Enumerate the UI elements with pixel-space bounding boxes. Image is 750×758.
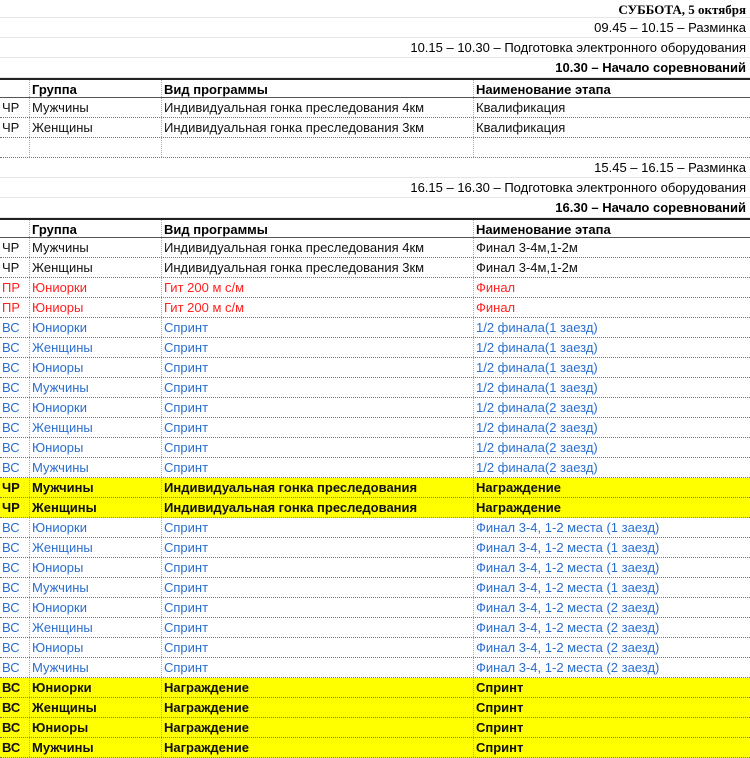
row-group: Юниоры bbox=[30, 438, 162, 457]
row-stage: Финал 3-4, 1-2 места (2 заезд) bbox=[476, 660, 660, 675]
table-row bbox=[0, 678, 750, 698]
row-stage: Спринт bbox=[476, 700, 524, 715]
info-row bbox=[0, 38, 750, 58]
row-group: Мужчины bbox=[30, 378, 162, 397]
competition-start: 16.30 – Начало соревнований bbox=[555, 200, 746, 215]
row-group: Юниорки bbox=[30, 518, 162, 537]
block1-rows bbox=[0, 98, 750, 138]
row-program: Индивидуальная гонка преследования bbox=[162, 498, 474, 517]
row-program: Индивидуальная гонка преследования 4км bbox=[162, 98, 474, 117]
row-group: Юниорки bbox=[30, 398, 162, 417]
row-stage: 1/2 финала(2 заезд) bbox=[476, 440, 598, 455]
row-type: ВС bbox=[0, 658, 30, 677]
table-row bbox=[0, 738, 750, 758]
start-row bbox=[0, 58, 750, 78]
row-stage: Финал 3-4, 1-2 места (1 заезд) bbox=[476, 560, 660, 575]
table-row bbox=[0, 358, 750, 378]
row-program: Индивидуальная гонка преследования 3км bbox=[162, 258, 474, 277]
empty-row bbox=[0, 138, 750, 158]
table-row bbox=[0, 658, 750, 678]
row-type: ПР bbox=[0, 278, 30, 297]
row-group: Юниорки bbox=[30, 598, 162, 617]
row-program: Спринт bbox=[162, 598, 474, 617]
row-program: Гит 200 м с/м bbox=[162, 278, 474, 297]
equipment-prep-time: 10.15 – 10.30 – Подготовка электронного оборудования bbox=[410, 40, 746, 55]
row-type: ВС bbox=[0, 538, 30, 557]
row-program: Награждение bbox=[162, 678, 474, 697]
row-group: Женщины bbox=[30, 498, 162, 517]
row-program: Индивидуальная гонка преследования 4км bbox=[162, 238, 474, 257]
header-type bbox=[0, 220, 30, 237]
row-group: Юниоры bbox=[30, 638, 162, 657]
row-type: ЧР bbox=[0, 258, 30, 277]
row-stage: Квалификация bbox=[476, 120, 566, 135]
row-program: Спринт bbox=[162, 558, 474, 577]
row-type: ЧР bbox=[0, 98, 30, 117]
row-group: Юниоры bbox=[30, 558, 162, 577]
row-type: ВС bbox=[0, 458, 30, 477]
row-stage: 1/2 финала(1 заезд) bbox=[476, 380, 598, 395]
row-stage: Финал 3-4, 1-2 места (1 заезд) bbox=[476, 580, 660, 595]
info-row bbox=[0, 178, 750, 198]
header-type bbox=[0, 80, 30, 97]
row-stage: Финал 3-4, 1-2 места (1 заезд) bbox=[476, 540, 660, 555]
row-type: ВС bbox=[0, 598, 30, 617]
row-stage: 1/2 финала(1 заезд) bbox=[476, 360, 598, 375]
table-row bbox=[0, 718, 750, 738]
table-row bbox=[0, 418, 750, 438]
day-title: СУББОТА, 5 октября bbox=[618, 2, 746, 17]
table-row bbox=[0, 378, 750, 398]
row-group: Женщины bbox=[30, 118, 162, 137]
row-type: ВС bbox=[0, 358, 30, 377]
row-stage: Финал 3-4, 1-2 места (1 заезд) bbox=[476, 520, 660, 535]
row-type: ВС bbox=[0, 718, 30, 737]
table-row bbox=[0, 298, 750, 318]
table-row bbox=[0, 478, 750, 498]
block2-rows bbox=[0, 238, 750, 758]
row-program: Спринт bbox=[162, 398, 474, 417]
header-group: Группа bbox=[30, 80, 162, 97]
row-type: ЧР bbox=[0, 478, 30, 497]
header-program: Вид программы bbox=[162, 220, 474, 237]
table-row bbox=[0, 238, 750, 258]
row-program: Гит 200 м с/м bbox=[162, 298, 474, 317]
warmup-time: 09.45 – 10.15 – Разминка bbox=[594, 20, 746, 35]
row-stage: Спринт bbox=[476, 680, 524, 695]
row-type: ВС bbox=[0, 318, 30, 337]
header-stage: Наименование этапа bbox=[476, 82, 611, 97]
row-stage: Финал 3-4, 1-2 места (2 заезд) bbox=[476, 600, 660, 615]
equipment-prep-time: 16.15 – 16.30 – Подготовка электронного оборудования bbox=[410, 180, 746, 195]
table-row bbox=[0, 578, 750, 598]
table-row bbox=[0, 118, 750, 138]
row-stage: 1/2 финала(1 заезд) bbox=[476, 340, 598, 355]
row-group: Мужчины bbox=[30, 738, 162, 757]
table-row bbox=[0, 538, 750, 558]
row-type: ВС bbox=[0, 398, 30, 417]
competition-start: 10.30 – Начало соревнований bbox=[555, 60, 746, 75]
day-title-row bbox=[0, 0, 750, 18]
row-stage: 1/2 финала(2 заезд) bbox=[476, 420, 598, 435]
row-type: ВС bbox=[0, 518, 30, 537]
row-group: Мужчины bbox=[30, 578, 162, 597]
row-group: Мужчины bbox=[30, 478, 162, 497]
header-stage: Наименование этапа bbox=[476, 222, 611, 237]
row-type: ВС bbox=[0, 638, 30, 657]
row-group: Юниорки bbox=[30, 678, 162, 697]
row-type: ЧР bbox=[0, 498, 30, 517]
header-group: Группа bbox=[30, 220, 162, 237]
row-group: Мужчины bbox=[30, 658, 162, 677]
row-type: ВС bbox=[0, 678, 30, 697]
table-row bbox=[0, 498, 750, 518]
row-program: Спринт bbox=[162, 538, 474, 557]
row-stage: Финал 3-4, 1-2 места (2 заезд) bbox=[476, 620, 660, 635]
table-row bbox=[0, 318, 750, 338]
row-stage: Квалификация bbox=[476, 100, 566, 115]
row-group: Женщины bbox=[30, 418, 162, 437]
row-stage: Награждение bbox=[476, 500, 561, 515]
row-type: ЧР bbox=[0, 238, 30, 257]
table-row bbox=[0, 558, 750, 578]
row-program: Индивидуальная гонка преследования bbox=[162, 478, 474, 497]
row-group: Женщины bbox=[30, 338, 162, 357]
row-group: Женщины bbox=[30, 618, 162, 637]
row-type: ВС bbox=[0, 378, 30, 397]
row-stage: Финал 3-4, 1-2 места (2 заезд) bbox=[476, 640, 660, 655]
row-group: Юниоры bbox=[30, 298, 162, 317]
row-group: Юниоры bbox=[30, 358, 162, 377]
row-program: Награждение bbox=[162, 718, 474, 737]
row-program: Спринт bbox=[162, 438, 474, 457]
row-program: Спринт bbox=[162, 338, 474, 357]
row-stage: Награждение bbox=[476, 480, 561, 495]
table-row bbox=[0, 398, 750, 418]
row-stage: Финал bbox=[476, 280, 516, 295]
row-program: Спринт bbox=[162, 418, 474, 437]
row-group: Юниорки bbox=[30, 278, 162, 297]
row-program: Спринт bbox=[162, 378, 474, 397]
row-program: Спринт bbox=[162, 638, 474, 657]
row-group: Мужчины bbox=[30, 238, 162, 257]
table-row bbox=[0, 698, 750, 718]
row-type: ВС bbox=[0, 738, 30, 757]
row-program: Спринт bbox=[162, 358, 474, 377]
row-stage: 1/2 финала(2 заезд) bbox=[476, 460, 598, 475]
row-group: Юниоры bbox=[30, 718, 162, 737]
row-program: Спринт bbox=[162, 518, 474, 537]
row-type: ВС bbox=[0, 698, 30, 717]
table-row bbox=[0, 518, 750, 538]
row-type: ВС bbox=[0, 338, 30, 357]
table-row bbox=[0, 638, 750, 658]
table-row bbox=[0, 98, 750, 118]
table-row bbox=[0, 458, 750, 478]
row-program: Спринт bbox=[162, 578, 474, 597]
row-program: Награждение bbox=[162, 738, 474, 757]
row-group: Мужчины bbox=[30, 98, 162, 117]
header-program: Вид программы bbox=[162, 80, 474, 97]
row-program: Спринт bbox=[162, 318, 474, 337]
row-type: ПР bbox=[0, 298, 30, 317]
table-row bbox=[0, 618, 750, 638]
row-group: Женщины bbox=[30, 698, 162, 717]
row-stage: Финал 3-4м,1-2м bbox=[476, 240, 578, 255]
row-type: ВС bbox=[0, 438, 30, 457]
table-row bbox=[0, 598, 750, 618]
info-row bbox=[0, 18, 750, 38]
start-row bbox=[0, 198, 750, 218]
info-row bbox=[0, 158, 750, 178]
row-type: ВС bbox=[0, 558, 30, 577]
row-type: ВС bbox=[0, 418, 30, 437]
row-program: Спринт bbox=[162, 658, 474, 677]
row-stage: 1/2 финала(1 заезд) bbox=[476, 320, 598, 335]
row-type: ВС bbox=[0, 618, 30, 637]
warmup-time: 15.45 – 16.15 – Разминка bbox=[594, 160, 746, 175]
row-program: Награждение bbox=[162, 698, 474, 717]
row-group: Женщины bbox=[30, 538, 162, 557]
table-row bbox=[0, 438, 750, 458]
row-group: Мужчины bbox=[30, 458, 162, 477]
row-type: ВС bbox=[0, 578, 30, 597]
row-stage: Спринт bbox=[476, 740, 524, 755]
table-row bbox=[0, 258, 750, 278]
row-stage: Спринт bbox=[476, 720, 524, 735]
table-row bbox=[0, 338, 750, 358]
table-header bbox=[0, 78, 750, 98]
table-row bbox=[0, 278, 750, 298]
row-type: ЧР bbox=[0, 118, 30, 137]
row-stage: 1/2 финала(2 заезд) bbox=[476, 400, 598, 415]
row-group: Юниорки bbox=[30, 318, 162, 337]
table-header bbox=[0, 218, 750, 238]
row-program: Спринт bbox=[162, 618, 474, 637]
row-group: Женщины bbox=[30, 258, 162, 277]
row-program: Спринт bbox=[162, 458, 474, 477]
row-stage: Финал bbox=[476, 300, 516, 315]
row-program: Индивидуальная гонка преследования 3км bbox=[162, 118, 474, 137]
row-stage: Финал 3-4м,1-2м bbox=[476, 260, 578, 275]
